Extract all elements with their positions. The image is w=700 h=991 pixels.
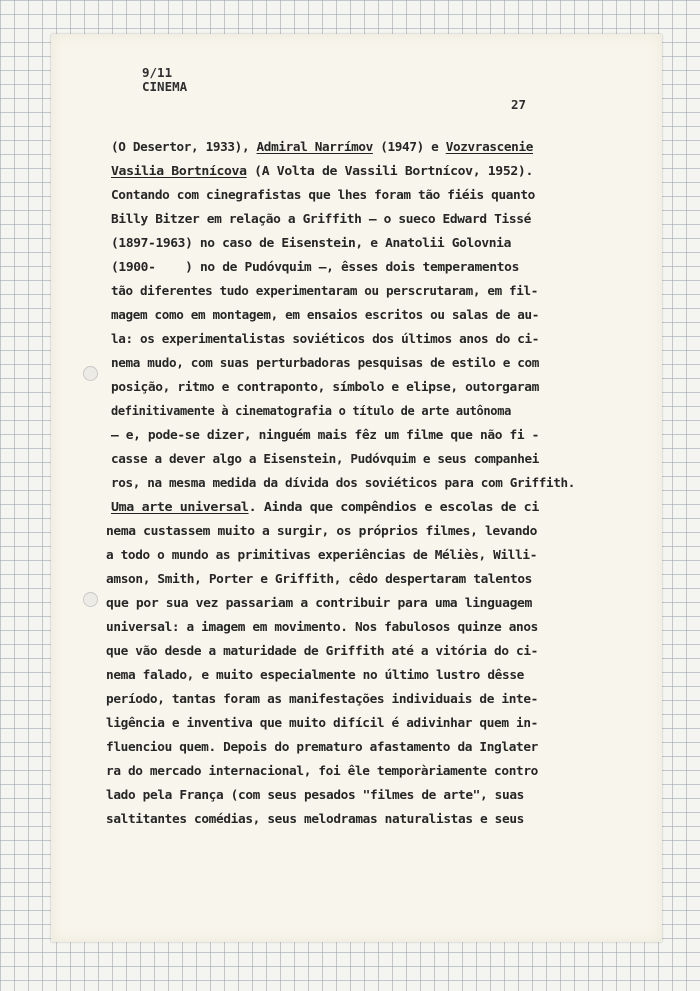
text-line <box>111 187 535 202</box>
text-line <box>106 739 538 754</box>
text-segment: (A Volta de Vassili Bortnícov, 1952). <box>246 163 533 178</box>
underlined-title: Uma arte universal <box>111 499 249 514</box>
text-line <box>111 499 539 514</box>
text-segment: que por sua vez passariam a contribuir para uma linguagem <box>106 595 533 610</box>
text-segment: que vão desde a maturidade de Griffith até a vitória do ci- <box>106 643 538 658</box>
text-line <box>106 715 538 730</box>
text-line <box>111 283 538 298</box>
text-line <box>111 211 531 226</box>
text-line <box>106 787 524 802</box>
text-line <box>106 547 537 562</box>
text-segment: la: os experimentalistas soviéticos dos últimos anos do ci- <box>111 331 539 346</box>
underlined-title: Admiral Narrímov <box>256 139 373 154</box>
text-line <box>111 379 539 394</box>
text-line <box>106 571 532 586</box>
text-segment: nema mudo, com suas perturbadoras pesquisas de estilo e com <box>111 355 539 370</box>
text-segment: lado pela França (com seus pesados "filmes de arte", suas <box>106 787 525 802</box>
text-segment: casse a dever algo a Eisenstein, Pudóvquim e seus companhei <box>111 451 539 466</box>
text-line <box>111 403 511 418</box>
text-segment: período, tantas foram as manifestações individuais de inte- <box>106 691 538 706</box>
text-segment: definitivamente à cinematografia o título de arte autônoma <box>111 403 512 418</box>
text-line <box>106 763 538 778</box>
text-line <box>111 259 519 274</box>
text-line <box>106 595 532 610</box>
text-segment: (1947) e <box>372 139 446 154</box>
text-segment: ros, na mesma medida da dívida dos soviéticos para com Griffith. <box>111 475 576 490</box>
text-segment: nema falado, e muito especialmente no último lustro dêsse <box>106 667 525 682</box>
text-line <box>106 811 524 826</box>
text-segment: Billy Bitzer em relação a Griffith — o sueco Edward Tissé <box>111 211 531 226</box>
text-segment: — e, pode-se dizer, ninguém mais fêz um filme que não fi - <box>111 427 539 442</box>
text-line <box>106 523 537 538</box>
header-section: CINEMA <box>142 79 188 94</box>
underlined-title: Vasilia Bortnícova <box>111 163 247 178</box>
text-segment: ra do mercado internacional, foi êle temporàriamente contro <box>106 763 538 778</box>
text-segment: (1897-1963) no caso de Eisenstein, e Anatolii Golovnia <box>111 235 511 250</box>
text-segment: ligência e inventiva que muito difícil é adivinhar quem in- <box>106 715 538 730</box>
text-segment: (O Desertor, 1933), <box>111 139 257 154</box>
page-number: 27 <box>511 97 527 112</box>
text-segment: nema custassem muito a surgir, os próprios filmes, levando <box>106 523 538 538</box>
text-segment: fluenciou quem. Depois do prematuro afastamento da Inglater <box>106 739 538 754</box>
text-line <box>111 235 511 250</box>
text-line <box>111 451 539 466</box>
text-segment: universal: a imagem em movimento. Nos fabulosos quinze anos <box>106 619 538 634</box>
text-line <box>111 163 533 178</box>
document-header <box>142 66 187 94</box>
text-line <box>111 427 539 442</box>
text-line <box>111 139 533 154</box>
text-line <box>106 667 524 682</box>
text-segment: posição, ritmo e contraponto, símbolo e elipse, outorgaram <box>111 379 539 394</box>
text-segment: amson, Smith, Porter e Griffith, cêdo despertaram talentos <box>106 571 533 586</box>
text-line <box>106 619 538 634</box>
text-segment: Contando com cinegrafistas que lhes foram tão fiéis quanto <box>111 187 535 202</box>
text-line <box>106 643 538 658</box>
underlined-title: Vozvrascenie <box>445 139 534 154</box>
text-line <box>111 331 539 346</box>
text-line <box>111 475 575 490</box>
text-segment: (1900- ) no de Pudóvquim —, êsses dois temperamentos <box>111 259 519 274</box>
text-line <box>111 355 539 370</box>
header-reference: 9/11 <box>142 65 173 80</box>
text-segment: magem como em montagem, em ensaios escritos ou salas de au- <box>111 307 539 322</box>
text-segment: saltitantes comédias, seus melodramas naturalistas e seus <box>106 811 525 826</box>
text-segment: tão diferentes tudo experimentaram ou perscrutaram, em fil- <box>111 283 539 298</box>
text-segment: . Ainda que compêndios e escolas de ci <box>248 499 539 514</box>
text-segment: a todo o mundo as primitivas experiências de Méliès, Willi- <box>106 547 538 562</box>
text-line <box>106 691 538 706</box>
text-line <box>111 307 539 322</box>
punch-hole <box>83 592 98 607</box>
punch-hole <box>83 366 98 381</box>
